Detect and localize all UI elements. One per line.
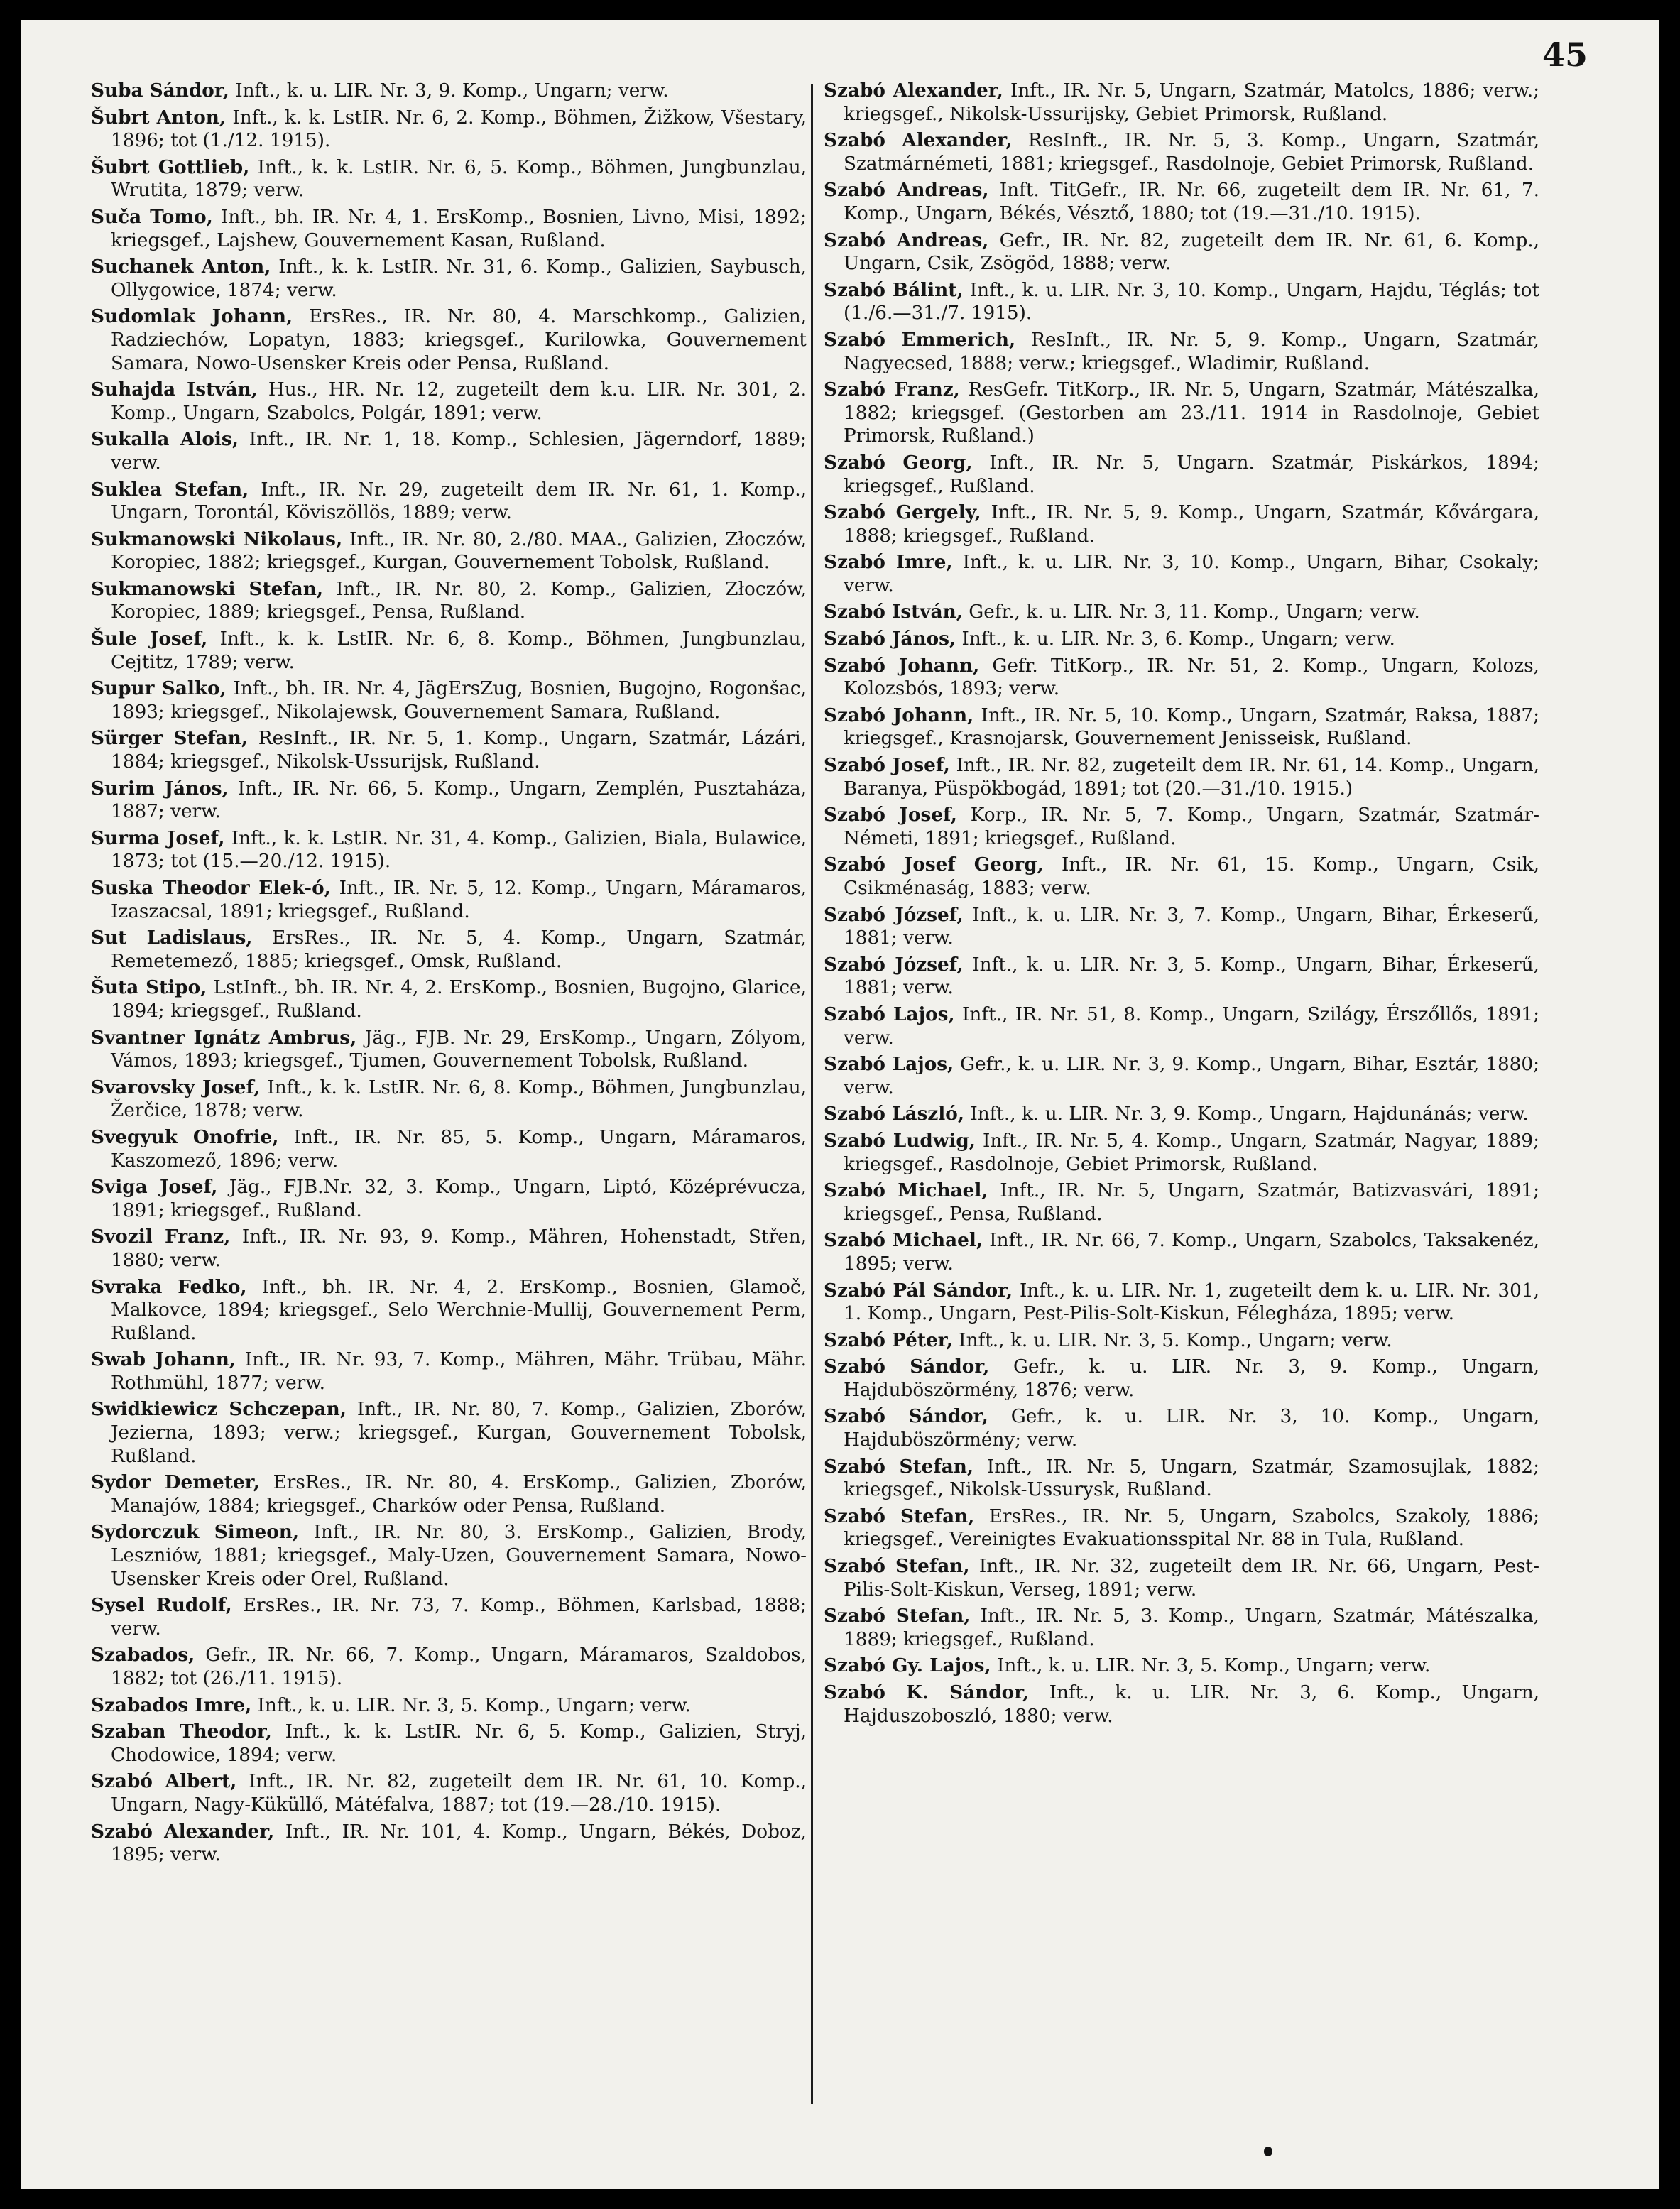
register-entry [824,1103,1539,1126]
entry-details: Inft., k. u. LIR. Nr. 1, zugeteilt dem k. u. LIR. Nr. 301, 1. Komp., Ungarn, Pest-Pilis-Solt-Kiskun, Félegháza, 1895; verw. [844,1280,1539,1325]
register-entry [824,452,1539,498]
register-entry [91,528,807,574]
entry-name: Svozil Franz, [91,1226,231,1248]
entry-name: Suhajda István, [91,378,258,401]
entry-name: Sviga Josef, [91,1176,218,1199]
ink-dot [1264,2147,1272,2156]
document-page [21,20,1659,2189]
entry-details: Inft., IR. Nr. 5, Ungarn, Szatmár, Matolcs, 1886; verw.; kriegsgef., Nikolsk-Ussurijsky, Gebiet Primorsk, Rußland. [844,80,1539,125]
register-entry [824,378,1539,448]
entry-name: Sukalla Alois, [91,428,239,451]
entry-details: Inft. TitGefr., IR. Nr. 66, zugeteilt dem IR. Nr. 61, 7. Komp., Ungarn, Békés, Vésztő, 1880; tot (19.—31./10. 1915). [844,180,1539,224]
entry-details: Inft., IR. Nr. 93, 7. Komp., Mähren, Mähr. Trübau, Mähr. Rothmühl, 1877; verw. [111,1349,807,1394]
entry-details: Inft., bh. IR. Nr. 4, JägErsZug, Bosnien, Bugojno, Rogonšac, 1893; kriegsgef., Nikolajewsk, Gouvernement Samara, Rußland. [111,678,807,723]
entry-details: Inft., bh. IR. Nr. 4, 2. ErsKomp., Bosnien, Glamoč, Malkovce, 1894; kriegsgef., Selo Werchnie-Mullij, Gouvernement Perm, Rußland. [111,1276,807,1344]
entry-name: Szabó László, [824,1103,964,1125]
entry-name: Szabados, [91,1644,195,1667]
entry-name: Suklea Stefan, [91,478,249,501]
entry-name: Sukmanowski Nikolaus, [91,528,343,550]
left-column [91,80,807,1870]
entry-details: Korp., IR. Nr. 5, 7. Komp., Ungarn, Szatmár, Szatmár-Németi, 1891; kriegsgef., Rußland. [844,804,1540,849]
register-entry [824,329,1539,375]
register-entry [91,1076,807,1123]
entry-name: Szabó Sándor, [824,1405,988,1428]
register-entry [824,1280,1539,1326]
entry-details: Inft., IR. Nr. 66, 7. Komp., Ungarn, Szabolcs, Taksakenéz, 1895; verw. [844,1230,1539,1275]
register-entry [91,479,807,525]
entry-name: Szaban Theodor, [91,1720,272,1743]
entry-name: Sysel Rudolf, [91,1594,232,1617]
entry-details: Inft., k. u. LIR. Nr. 3, 5. Komp., Ungarn, Bihar, Érkeserű, 1881; verw. [844,954,1539,999]
register-entry [824,551,1539,597]
entry-name: Sürger Stefan, [91,727,248,750]
entry-details: Gefr., k. u. LIR. Nr. 3, 9. Komp., Ungarn, Hajduböszörmény, 1876; verw. [844,1356,1540,1401]
entry-details: Inft., k. u. LIR. Nr. 3, 6. Komp., Ungarn; verw. [956,628,1395,650]
entry-name: Sudomlak Johann, [91,305,293,328]
register-entry [824,904,1539,950]
entry-details: Inft., k. u. LIR. Nr. 3, 7. Komp., Ungarn, Bihar, Érkeserű, 1881; verw. [844,904,1539,949]
register-entry [91,727,807,773]
entry-details: Inft., k. k. LstIR. Nr. 6, 2. Komp., Böhmen, Žižkow, Všestary, 1896; tot (1./12. 1915). [111,107,807,152]
entry-name: Šule Josef, [91,628,208,650]
register-entry [824,1405,1539,1451]
entry-name: Sut Ladislaus, [91,927,253,949]
register-entry [824,80,1539,126]
register-entry [824,954,1539,1000]
entry-name: Svraka Fedko, [91,1275,247,1298]
entry-name: Szabó Lajos, [824,1003,955,1025]
entry-name: Szabó Albert, [91,1770,237,1793]
entry-name: Suča Tomo, [91,205,213,228]
register-entry [91,428,807,474]
register-entry [91,1176,807,1222]
entry-name: Sydor Demeter, [91,1471,260,1494]
entry-name: Svantner Ignátz Ambrus, [91,1026,357,1049]
entry-details: Inft., k. u. LIR. Nr. 3, 9. Komp., Ungarn; verw. [229,80,669,102]
entry-name: Svarovsky Josef, [91,1076,261,1098]
register-entry [824,1505,1539,1551]
entry-details: Inft., IR. Nr. 32, zugeteilt dem IR. Nr. 66, Ungarn, Pest-Pilis-Solt-Kiskun, Verseg, 1891; verw. [844,1556,1539,1600]
entry-name: Szabó Stefan, [824,1605,971,1627]
entry-name: Szabó Sándor, [824,1356,990,1378]
entry-name: Szabó József, [824,903,964,926]
register-entry [824,1179,1539,1226]
entry-name: Szabó Stefan, [824,1505,975,1527]
register-entry [824,229,1539,276]
register-entry [824,279,1539,325]
right-column [824,80,1539,1731]
register-entry [91,1027,807,1073]
register-entry [91,976,807,1022]
entry-details: Inft., IR. Nr. 5, Ungarn, Szatmár, Batizvasvári, 1891; kriegsgef., Pensa, Rußland. [844,1180,1539,1225]
entry-details: ResInft., IR. Nr. 5, 3. Komp., Ungarn, Szatmár, Szatmárnémeti, 1881; kriegsgef., Rasdolnoje, Gebiet Primorsk, Rußland. [844,130,1539,175]
entry-name: Šubrt Gottlieb, [91,156,250,178]
entry-name: Szabó József, [824,953,964,976]
register-entry [824,804,1539,850]
register-entry [91,927,807,973]
entry-details: Inft., IR. Nr. 61, 15. Komp., Ungarn, Csik, Csikménaság, 1883; verw. [844,854,1539,899]
register-entry [824,1053,1539,1099]
register-entry [91,1276,807,1346]
entry-name: Szabó Andreas, [824,179,989,202]
entry-details: Inft., k. k. LstIR. Nr. 6, 5. Komp., Galizien, Stryj, Chodowice, 1894; verw. [111,1721,807,1766]
entry-details: Jäg., FJB.Nr. 32, 3. Komp., Ungarn, Liptó, Középrévucza, 1891; kriegsgef., Rußland. [111,1177,807,1221]
entry-name: Szabó Franz, [824,378,960,401]
entry-details: Inft., IR. Nr. 82, zugeteilt dem IR. Nr. 61, 10. Komp., Ungarn, Nagy-Küküllő, Mátéfalva, 1887; tot (19.—28./10. 1915). [111,1771,807,1816]
entry-details: Inft., IR. Nr. 80, 7. Komp., Galizien, Zborów, Jezierna, 1893; verw.; kriegsgef., Kurgan, Gouvernement Tobolsk, Rußland. [111,1399,807,1467]
register-entry [91,1521,807,1591]
entry-details: Inft., k. k. LstIR. Nr. 6, 8. Komp., Böhmen, Jungbunzlau, Žerčice, 1878; verw. [111,1076,807,1122]
entry-details: Inft., IR. Nr. 5, Ungarn. Szatmár, Piskárkos, 1894; kriegsgef., Rußland. [844,452,1539,497]
entry-name: Szabó Alexander, [91,1820,275,1843]
entry-details: Inft., IR. Nr. 5, 9. Komp., Ungarn, Szatmár, Kővárgara, 1888; kriegsgef., Rußland. [844,502,1539,547]
entry-name: Szabó Alexander, [824,80,1003,102]
register-entry [91,1348,807,1395]
register-entry [91,1594,807,1640]
entry-details: Inft., k. u. LIR. Nr. 3, 9. Komp., Ungarn, Hajdunánás; verw. [964,1103,1529,1125]
register-entry [824,1605,1539,1651]
entry-details: Inft., IR. Nr. 5, 3. Komp., Ungarn, Szatmár, Mátészalka, 1889; kriegsgef., Rußland. [844,1605,1539,1650]
entry-name: Szabó Josef, [824,754,950,777]
entry-name: Szabó Stefan, [824,1555,970,1578]
entry-name: Szabó Georg, [824,451,973,474]
entry-details: Inft., k. k. LstIR. Nr. 6, 5. Komp., Böhmen, Jungbunzlau, Wrutita, 1879; verw. [111,156,807,202]
register-entry [824,853,1539,900]
entry-name: Swab Johann, [91,1348,236,1371]
register-entry [824,501,1539,547]
entry-name: Szabó János, [824,628,956,650]
entry-name: Szabados Imre, [91,1693,252,1716]
entry-details: Inft., IR. Nr. 85, 5. Komp., Ungarn, Máramaros, Kaszomező, 1896; verw. [111,1126,807,1172]
entry-name: Szabó Lajos, [824,1053,954,1076]
entry-details: Inft., IR. Nr. 5, 4. Komp., Ungarn, Szatmár, Nagyar, 1889; kriegsgef., Rasdolnoje, Gebiet Primorsk, Rußland. [844,1130,1540,1175]
register-entry [91,1694,807,1718]
page-number: 45 [1542,36,1588,74]
entry-name: Supur Salko, [91,677,227,700]
entry-name: Surma Josef, [91,827,225,849]
entry-details: Inft., bh. IR. Nr. 4, 1. ErsKomp., Bosnien, Livno, Misi, 1892; kriegsgef., Lajshew, Gouvernement Kasan, Rußland. [111,206,807,251]
entry-name: Szabó Johann, [824,704,974,726]
entry-details: Inft., IR. Nr. 5, Ungarn, Szatmár, Szamosujlak, 1882; kriegsgef., Nikolsk-Ussurysk, Rußland. [844,1456,1539,1501]
entry-name: Szabó Johann, [824,654,980,677]
entry-details: ErsRes., IR. Nr. 5, Ungarn, Szabolcs, Szakoly, 1886; kriegsgef., Vereinigtes Evakuationsspital Nr. 88 in Tula, Rußland. [844,1505,1539,1551]
entry-details: Inft., IR. Nr. 5, 12. Komp., Ungarn, Máramaros, Izaszacsal, 1891; kriegsgef., Rußland. [111,878,807,922]
entry-details: ResInft., IR. Nr. 5, 9. Komp., Ungarn, Szatmár, Nagyecsed, 1888; verw.; kriegsgef., Wladimir, Rußland. [844,329,1539,374]
register-entry [824,1003,1539,1049]
register-entry [824,754,1539,800]
register-entry [824,704,1539,751]
entry-details: Inft., IR. Nr. 82, zugeteilt dem IR. Nr. 61, 14. Komp., Ungarn, Baranya, Püspökbogád, 1891; tot (20.—31./10. 1915.) [844,755,1539,800]
entry-name: Szabó Andreas, [824,229,989,251]
entry-details: Gefr., k. u. LIR. Nr. 3, 10. Komp., Ungarn, Hajduböszörmény; verw. [844,1406,1540,1451]
register-entry [91,1821,807,1867]
entry-name: Szabó K. Sándor, [824,1681,1030,1703]
entry-details: Gefr. TitKorp., IR. Nr. 51, 2. Komp., Ungarn, Kolozs, Kolozsbós, 1893; verw. [844,655,1539,700]
register-entry [91,107,807,153]
register-entry [91,156,807,202]
register-entry [824,655,1539,701]
entry-details: Inft., IR. Nr. 1, 18. Komp., Schlesien, Jägerndorf, 1889; verw. [111,429,807,474]
register-entry [91,778,807,824]
entry-name: Sukmanowski Stefan, [91,577,323,600]
register-entry [91,80,807,103]
entry-name: Szabó Michael, [824,1179,988,1202]
entry-details: Gefr., IR. Nr. 66, 7. Komp., Ungarn, Máramaros, Szaldobos, 1882; tot (26./11. 1915). [111,1645,807,1689]
register-entry [824,1356,1539,1402]
entry-details: Inft., k. k. LstIR. Nr. 6, 8. Komp., Böhmen, Jungbunzlau, Cejtitz, 1789; verw. [111,628,807,673]
register-entry [824,1130,1539,1176]
entry-name: Suba Sándor, [91,80,229,102]
entry-name: Sydorczuk Simeon, [91,1521,300,1544]
register-entry [91,1226,807,1272]
register-entry [824,628,1539,651]
register-entry [824,129,1539,175]
entry-details: ErsRes., IR. Nr. 80, 4. Marschkomp., Galizien, Radziechów, Lopatyn, 1883; kriegsgef., Kurilowka, Gouvernement Samara, Nowo-Usensker Kreis oder Pensa, Rußland. [111,306,807,374]
entry-details: Inft., k. u. LIR. Nr. 3, 6. Komp., Ungarn, Hajduszoboszló, 1880; verw. [844,1682,1539,1727]
register-entry [91,1644,807,1690]
entry-name: Šubrt Anton, [91,106,227,129]
entry-name: Szabó Josef Georg, [824,853,1044,876]
register-entry [91,378,807,425]
register-entry [91,677,807,724]
entry-details: Inft., k. u. LIR. Nr. 3, 10. Komp., Ungarn, Hajdu, Téglás; tot (1./6.—31./7. 1915). [844,279,1539,324]
entry-details: Inft., k. u. LIR. Nr. 3, 5. Komp., Ungarn; verw. [251,1694,691,1716]
register-entry [824,1456,1539,1502]
entry-name: Šuta Stipo, [91,976,207,999]
register-entry [91,305,807,375]
entry-name: Szabó Emmerich, [824,328,1016,351]
entry-details: LstInft., bh. IR. Nr. 4, 2. ErsKomp., Bosnien, Bugojno, Glarice, 1894; kriegsgef., Rußland. [111,977,807,1022]
entry-details: Inft., IR. Nr. 80, 2. Komp., Galizien, Złoczów, Koropiec, 1889; kriegsgef., Pensa, Rußland. [111,578,807,623]
register-entry [824,1654,1539,1678]
entry-name: Surim János, [91,777,229,800]
column-divider [811,84,813,2104]
register-entry [824,1555,1539,1601]
entry-details: Gefr., k. u. LIR. Nr. 3, 11. Komp., Ungarn; verw. [962,601,1420,623]
entry-details: ErsRes., IR. Nr. 73, 7. Komp., Böhmen, Karlsbad, 1888; verw. [111,1595,807,1640]
entry-name: Szabó István, [824,601,963,623]
register-entry [824,1329,1539,1353]
entry-name: Szabó Imre, [824,551,953,574]
entry-name: Szabó Gy. Lajos, [824,1654,991,1677]
entry-name: Swidkiewicz Schczepan, [91,1398,347,1421]
entry-details: Inft., k. u. LIR. Nr. 3, 10. Komp., Ungarn, Bihar, Csokaly; verw. [844,552,1539,596]
register-entry [824,1229,1539,1275]
register-entry [824,601,1539,624]
entry-name: Szabó Stefan, [824,1455,974,1478]
entry-name: Szabó Bálint, [824,278,964,301]
entry-details: Inft., IR. Nr. 80, 2./80. MAA., Galizien, Złoczów, Koropiec, 1882; kriegsgef., Kurgan, Gouvernement Tobolsk, Rußland. [111,528,807,574]
entry-details: Inft., IR. Nr. 29, zugeteilt dem IR. Nr. 61, 1. Komp., Ungarn, Torontál, Köviszöllös, 1889; verw. [111,479,807,524]
register-entry [91,1126,807,1172]
register-entry [91,827,807,873]
entry-name: Szabó Josef, [824,804,957,827]
register-entry [91,256,807,302]
entry-name: Szabó Pál Sándor, [824,1279,1013,1302]
register-entry [824,1681,1539,1728]
entry-details: ResGefr. TitKorp., IR. Nr. 5, Ungarn, Szatmár, Mátészalka, 1882; kriegsgef. (Gestorben am 23./11. 1914 in Rasdolnoje, Gebiet Primorsk, Rußland.) [844,379,1539,447]
entry-details: Inft., IR. Nr. 93, 9. Komp., Mähren, Hohenstadt, Střen, 1880; verw. [111,1226,807,1271]
register-entry [91,628,807,674]
register-entry [91,206,807,252]
register-entry [824,179,1539,225]
entry-details: ResInft., IR. Nr. 5, 1. Komp., Ungarn, Szatmár, Lázári, 1884; kriegsgef., Nikolsk-Ussurijsk, Rußland. [111,728,807,773]
entry-details: Inft., IR. Nr. 5, 10. Komp., Ungarn, Szatmár, Raksa, 1887; kriegsgef., Krasnojarsk, Gouvernement Jenisseisk, Rußland. [844,704,1539,750]
entry-name: Suska Theodor Elek-ó, [91,877,331,899]
entry-name: Szabó Alexander, [824,129,1013,152]
entry-details: Inft., IR. Nr. 66, 5. Komp., Ungarn, Zemplén, Pusztaháza, 1887; verw. [111,778,807,823]
entry-details: Inft., k. k. LstIR. Nr. 31, 4. Komp., Galizien, Biala, Bulawice, 1873; tot (15.—20./12. 1915). [111,827,807,873]
register-entry [91,1471,807,1517]
entry-details: Inft., k. k. LstIR. Nr. 31, 6. Komp., Galizien, Saybusch, Ollygowice, 1874; verw. [111,256,807,301]
entry-name: Szabó Michael, [824,1229,983,1252]
entry-name: Szabó Gergely, [824,501,981,524]
register-entry [91,578,807,624]
entry-details: Gefr., k. u. LIR. Nr. 3, 9. Komp., Ungarn, Bihar, Esztár, 1880; verw. [844,1054,1540,1098]
entry-details: Inft., IR. Nr. 51, 8. Komp., Ungarn, Szilágy, Érszőllős, 1891; verw. [844,1003,1540,1049]
register-entry [91,877,807,923]
entry-details: Inft., IR. Nr. 101, 4. Komp., Ungarn, Békés, Doboz, 1895; verw. [111,1821,807,1866]
entry-details: Gefr., IR. Nr. 82, zugeteilt dem IR. Nr. 61, 6. Komp., Ungarn, Csik, Zsögöd, 1888; verw. [844,229,1539,275]
entry-details: Jäg., FJB. Nr. 29, ErsKomp., Ungarn, Zólyom, Vámos, 1893; kriegsgef., Tjumen, Gouvernement Tobolsk, Rußland. [111,1027,807,1072]
register-entry [91,1398,807,1468]
register-entry [91,1770,807,1816]
entry-details: Hus., HR. Nr. 12, zugeteilt dem k.u. LIR. Nr. 301, 2. Komp., Ungarn, Szabolcs, Polgár, 1891; verw. [111,379,807,424]
register-entry [91,1720,807,1767]
entry-details: ErsRes., IR. Nr. 80, 4. ErsKomp., Galizien, Zborów, Manajów, 1884; kriegsgef., Charków oder Pensa, Rußland. [111,1472,807,1517]
entry-name: Szabó Péter, [824,1329,953,1351]
entry-details: Inft., k. u. LIR. Nr. 3, 5. Komp., Ungarn; verw. [952,1329,1392,1351]
entry-name: Suchanek Anton, [91,256,271,278]
entry-details: ErsRes., IR. Nr. 5, 4. Komp., Ungarn, Szatmár, Remetemező, 1885; kriegsgef., Omsk, Rußland. [111,927,807,972]
entry-name: Svegyuk Onofrie, [91,1125,279,1148]
entry-name: Szabó Ludwig, [824,1129,976,1152]
entry-details: Inft., IR. Nr. 80, 3. ErsKomp., Galizien, Brody, Leszniów, 1881; kriegsgef., Maly-Uzen, Gouvernement Samara, Nowo-Usensker Kreis oder Orel, Rußland. [111,1522,807,1590]
entry-details: Inft., k. u. LIR. Nr. 3, 5. Komp., Ungarn; verw. [991,1655,1431,1677]
